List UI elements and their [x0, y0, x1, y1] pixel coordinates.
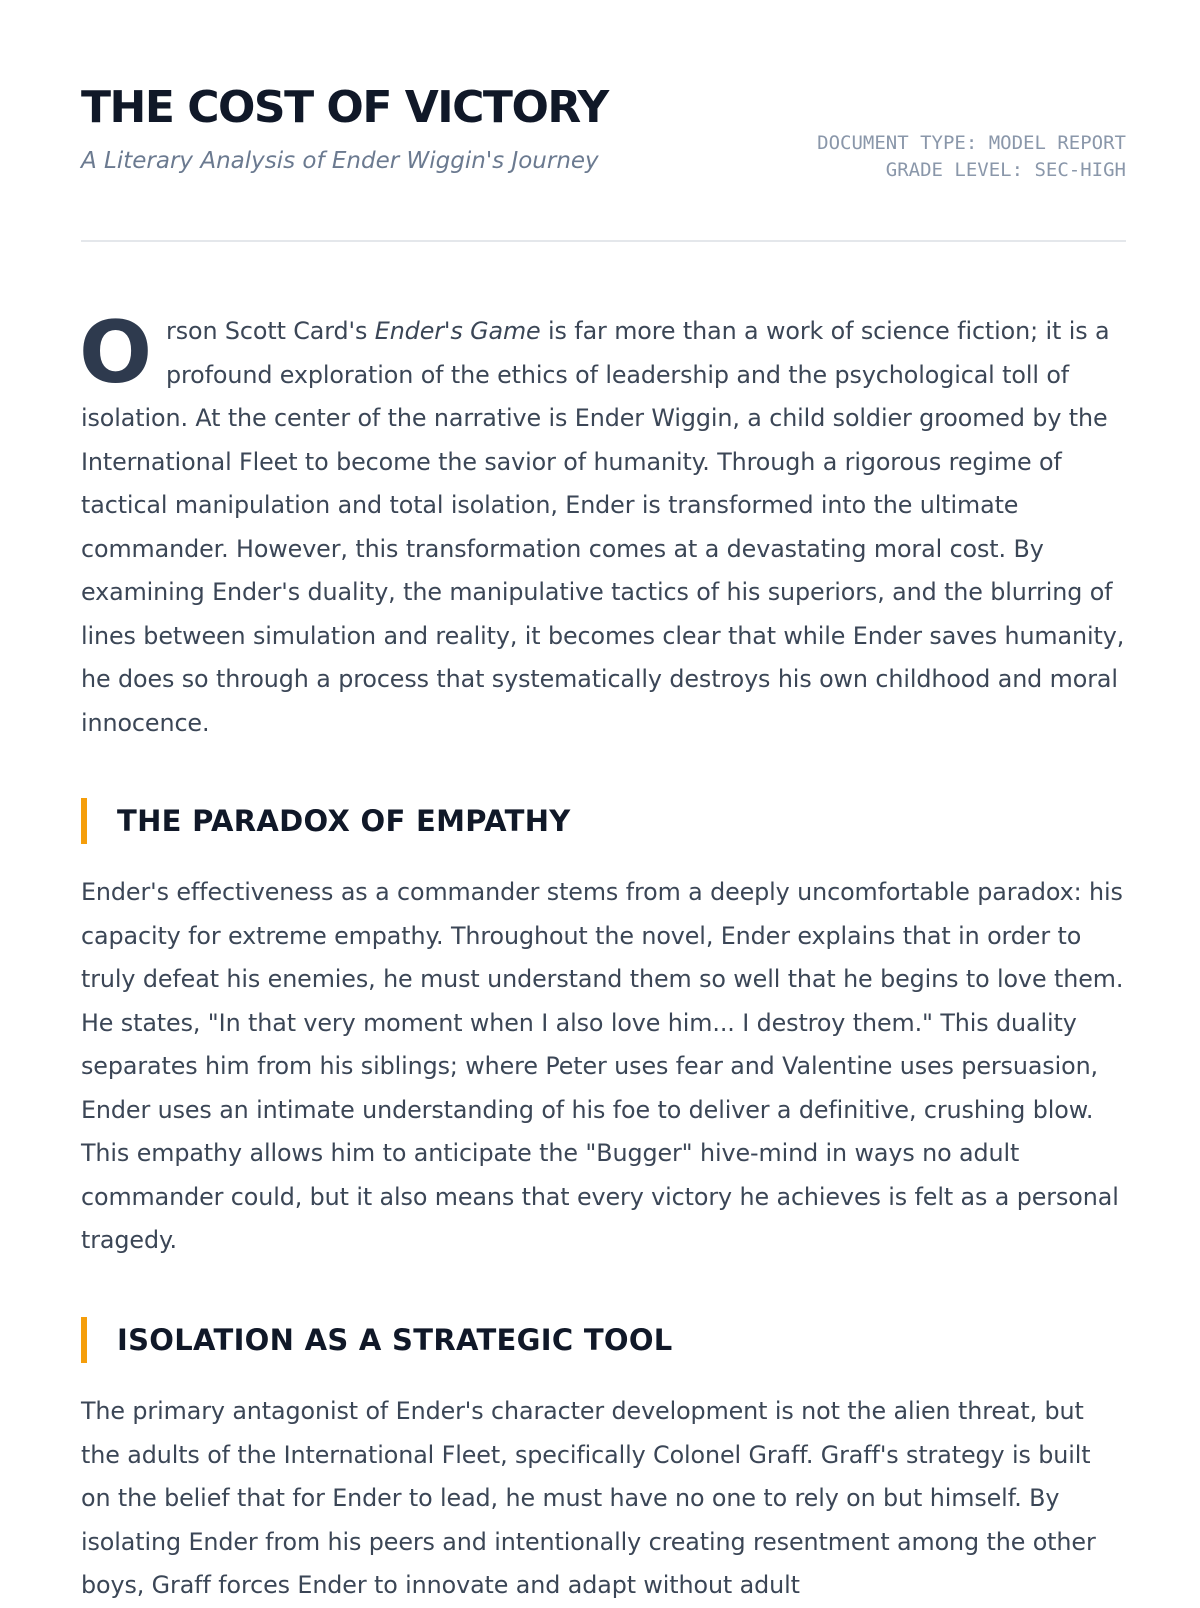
section-heading-isolation: ISOLATION AS A STRATEGIC TOOL	[81, 1317, 673, 1363]
page-subtitle: A Literary Analysis of Ender Wiggin's Journey	[81, 148, 599, 174]
report-header	[81, 0, 1126, 242]
intro-body-text: is far more than a work of science fiction; it is a profound exploration of the ethics of leadership and the psychological toll of isolation. At the center of the narrative is Ender Wiggin, a child soldier groomed by the International Fleet to become the savior of humanity. Through a rigorous regime of tactical manipulation and total isolation, Ender is transformed into the ultimate commander. However, this transformation comes at a devastating moral cost. By examining Ender's duality, the manipulative tactics of his superiors, and the blurring of lines between simulation and reality, it becomes clear that while Ender saves humanity, he does so through a process that systematically destroys his own childhood and moral innocence.	[81, 317, 1125, 737]
grade-level-label: GRADE LEVEL: SEC-HIGH	[885, 159, 1126, 181]
page-title: THE COST OF VICTORY	[81, 82, 608, 133]
report-page	[79, 0, 1126, 1599]
drop-cap-letter: O	[79, 303, 153, 403]
intro-lead-text: rson Scott Card's	[166, 317, 375, 345]
book-title: Ender's Game	[374, 317, 541, 345]
section-paragraph-isolation: The primary antagonist of Ender's character development is not the alien threat, but the adults of the International Fleet, specifically Colonel Graff. Graff's strategy is built on the belief that for Ender to lead, he must have no one to rely on but himself. By isolating Ender from his peers and intentionally creating resentment among the other boys, Graff forces Ender to innovate and adapt without adult	[81, 1397, 1096, 1599]
section-paragraph-paradox-of-empathy: Ender's effectiveness as a commander stems from a deeply uncomfortable paradox: his capacity for extreme empathy. Throughout the novel, Ender explains that in order to truly defeat his enemies, he must understand them so well that he begins to love them. He states, "In that very moment when I also love him... I destroy them." This duality separates him from his siblings; where Peter uses fear and Valentine uses persuasion, Ender uses an intimate understanding of his foe to deliver a definitive, crushing blow. This empathy allows him to anticipate the "Bugger" hive-mind in ways no adult commander could, but it also means that every victory he achieves is felt as a personal tragedy.	[81, 878, 1124, 1254]
section-heading-paradox-of-empathy: THE PARADOX OF EMPATHY	[81, 798, 571, 844]
intro-paragraph	[79, 303, 1126, 745]
document-meta	[817, 130, 1126, 184]
document-type-label: DOCUMENT TYPE: MODEL REPORT	[817, 132, 1126, 154]
